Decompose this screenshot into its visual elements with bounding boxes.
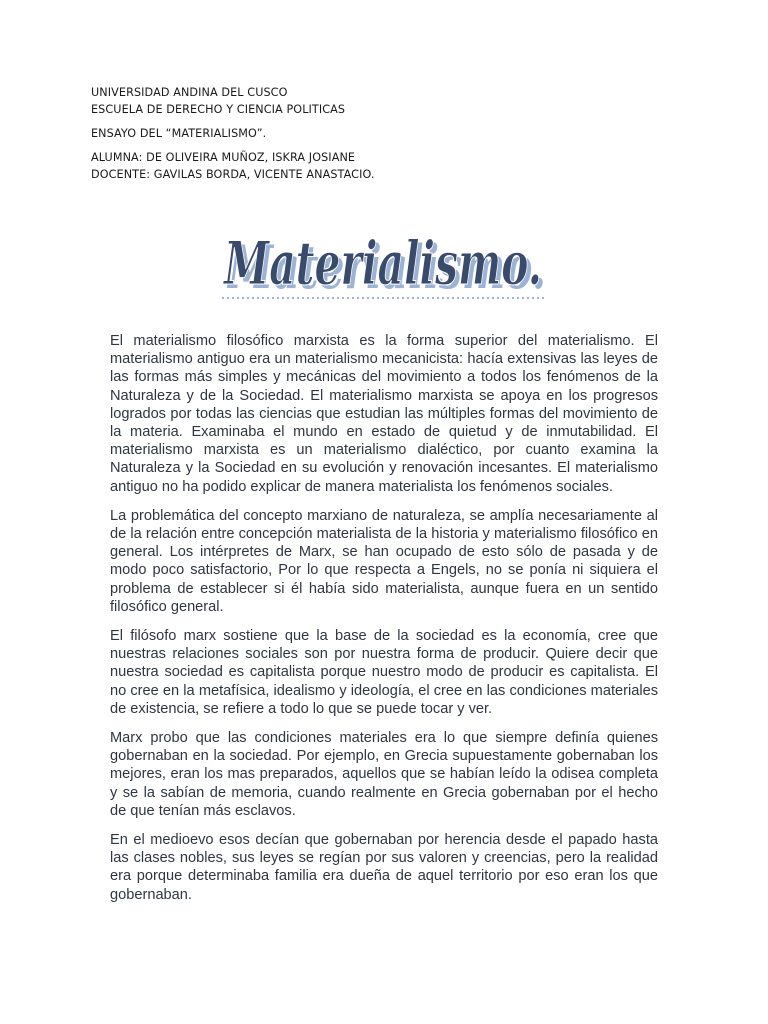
decorative-title xyxy=(218,228,558,308)
essay-body xyxy=(110,332,658,915)
paragraph: En el medioevo esos decían que gobernaban por herencia desde el papado hasta las clases nobles, sus leyes se regían por sus valoren y creencias, pero la realidad era porque determinaba familia era dueña de aquel territorio por eso eran los que gobernaban. xyxy=(110,832,658,903)
essay-block xyxy=(91,125,691,142)
document-header xyxy=(91,84,691,190)
university-name: UNIVERSIDAD ANDINA DEL CUSCO xyxy=(91,86,288,99)
author-block xyxy=(91,149,691,183)
student-name: ALUMNA: DE OLIVEIRA MUÑOZ, ISKRA JOSIANE xyxy=(91,151,356,164)
essay-title: ENSAYO DEL “MATERIALISMO”. xyxy=(91,127,267,140)
teacher-name: DOCENTE: GAVILAS BORDA, VICENTE ANASTACIO. xyxy=(91,168,375,181)
title-main-text: Materialismo. xyxy=(222,229,542,299)
paragraph: El filósofo marx sostiene que la base de la sociedad es la economía, cree que nuestras relaciones sociales son por nuestra forma de producir. Quiere decir que nuestra sociedad es capitalista porque nuestro modo de producir es capitalista. El no cree en la metafísica, idealismo y ideología, el cree en las condiciones materiales de existencia, se refiere a todo lo que se puede tocar y ver. xyxy=(110,628,658,717)
institution-block xyxy=(91,84,691,118)
paragraph: Marx probo que las condiciones materiales era lo que siempre definía quienes gobernaban en la sociedad. Por ejemplo, en Grecia supuestamente gobernaban los mejores, eran los mas preparados, aquellos que se habían leído la odisea completa y se la sabían de memoria, cuando realmente en Grecia gobernaban por el hecho de que tenían más esclavos. xyxy=(110,730,658,819)
paragraph: La problemática del concepto marxiano de naturaleza, se amplía necesariamente al de la relación entre concepción materialista de la historia y materialismo filosófico en general. Los intérpretes de Marx, se han ocupado de esto sólo de pasada y de modo poco satisfactorio, Por lo que respecta a Engels, no se ponía ni siquiera el problema de establecer si él había sido materialista, aunque fuera en un sentido filosófico general. xyxy=(110,507,658,615)
paragraph: El materialismo filosófico marxista es la forma superior del materialismo. El materialismo antiguo era un materialismo mecanicista: hacía extensivas las leyes de las formas más simples y mecánicas del movimiento a todos los fenómenos de la Naturaleza y de la Sociedad. El materialismo marxista se apoya en los progresos logrados por todas las ciencias que estudian las múltiples formas del movimiento de la materia. Examinaba el mundo en estado de quietud y de inmutabilidad. El materialismo marxista es un materialismo dialéctico, por cuanto examina la Naturaleza y la Sociedad en su evolución y renovación incesantes. El materialismo antiguo no ha podido explicar de manera materialista los fenómenos sociales. xyxy=(110,333,658,495)
school-name: ESCUELA DE DERECHO Y CIENCIA POLITICAS xyxy=(91,103,346,116)
title-graphic xyxy=(218,228,558,308)
title-shadow-text: Materialismo. xyxy=(226,233,546,303)
